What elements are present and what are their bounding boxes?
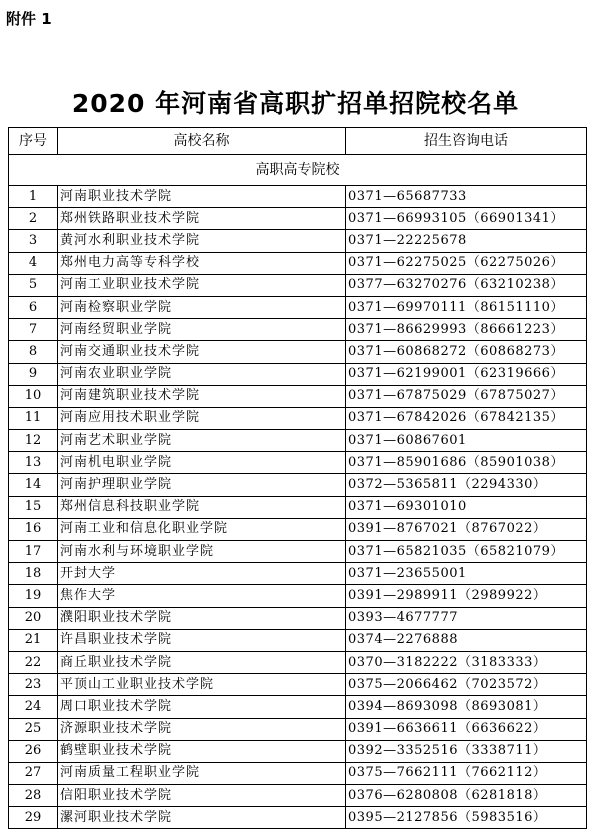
contact-phone: 0395—2127856（5983516） [346, 807, 587, 829]
school-name: 鹤壁职业技术学院 [58, 740, 346, 762]
table-row [9, 740, 587, 762]
contact-phone: 0371—62199001（62319666） [346, 363, 587, 385]
table-row [9, 585, 587, 607]
table-row [9, 186, 587, 208]
table-row [9, 696, 587, 718]
contact-phone: 0393—4677777 [346, 607, 587, 629]
table-row [9, 474, 587, 496]
contact-phone: 0375—7662111（7662112） [346, 762, 587, 784]
row-index: 19 [9, 585, 58, 607]
contact-phone: 0375—2066462（7023572） [346, 674, 587, 696]
school-name: 河南建筑职业技术学院 [58, 385, 346, 407]
attachment-label: 附件 1 [6, 10, 52, 28]
school-name: 濮阳职业技术学院 [58, 607, 346, 629]
school-name: 周口职业技术学院 [58, 696, 346, 718]
row-index: 3 [9, 230, 58, 252]
contact-phone: 0370—3182222（3183333） [346, 651, 587, 673]
table-row [9, 718, 587, 740]
contact-phone: 0391—8767021（8767022） [346, 518, 587, 540]
row-index: 22 [9, 651, 58, 673]
table-row [9, 785, 587, 807]
table-row [9, 341, 587, 363]
table-row [9, 651, 587, 673]
contact-phone: 0377—63270276（63210238） [346, 274, 587, 296]
row-index: 1 [9, 186, 58, 208]
school-name: 河南护理职业学院 [58, 474, 346, 496]
school-name: 济源职业技术学院 [58, 718, 346, 740]
school-name: 河南检察职业学院 [58, 296, 346, 318]
table-row [9, 363, 587, 385]
school-name: 许昌职业技术学院 [58, 629, 346, 651]
row-index: 21 [9, 629, 58, 651]
row-index: 16 [9, 518, 58, 540]
row-index: 17 [9, 541, 58, 563]
row-index: 26 [9, 740, 58, 762]
contact-phone: 0371—62275025（62275026） [346, 252, 587, 274]
table-row [9, 407, 587, 429]
contact-phone: 0374—2276888 [346, 629, 587, 651]
table-row [9, 430, 587, 452]
school-name: 河南经贸职业学院 [58, 319, 346, 341]
table-row [9, 674, 587, 696]
row-index: 24 [9, 696, 58, 718]
table-row [9, 541, 587, 563]
row-index: 27 [9, 762, 58, 784]
contact-phone: 0372—5365811（2294330） [346, 474, 587, 496]
contact-phone: 0371—23655001 [346, 563, 587, 585]
table-row [9, 385, 587, 407]
school-name: 信阳职业技术学院 [58, 785, 346, 807]
row-index: 4 [9, 252, 58, 274]
contact-phone: 0391—6636611（6636622） [346, 718, 587, 740]
row-index: 7 [9, 319, 58, 341]
table-row [9, 496, 587, 518]
row-index: 23 [9, 674, 58, 696]
document-title: 2020 年河南省高职扩招单招院校名单 [71, 89, 520, 118]
table-row [9, 563, 587, 585]
table-row [9, 762, 587, 784]
row-index: 5 [9, 274, 58, 296]
header-school-name: 高校名称 [58, 128, 346, 155]
school-name: 河南质量工程职业学院 [58, 762, 346, 784]
row-index: 11 [9, 407, 58, 429]
school-name: 河南机电职业学院 [58, 452, 346, 474]
school-name: 河南工业职业技术学院 [58, 274, 346, 296]
header-index: 序号 [9, 128, 58, 155]
school-name: 郑州信息科技职业学院 [58, 496, 346, 518]
row-index: 25 [9, 718, 58, 740]
row-index: 14 [9, 474, 58, 496]
section-row [9, 155, 587, 186]
table-row [9, 296, 587, 318]
section-title: 高职高专院校 [9, 155, 587, 186]
contact-phone: 0371—66993105（66901341） [346, 208, 587, 230]
contact-phone: 0392—3352516（3338711） [346, 740, 587, 762]
school-name: 河南工业和信息化职业学院 [58, 518, 346, 540]
table-row [9, 452, 587, 474]
table-row [9, 319, 587, 341]
school-name: 河南水利与环境职业学院 [58, 541, 346, 563]
table-row [9, 607, 587, 629]
contact-phone: 0371—69301010 [346, 496, 587, 518]
row-index: 6 [9, 296, 58, 318]
school-name: 黄河水利职业技术学院 [58, 230, 346, 252]
contact-phone: 0371—67842026（67842135） [346, 407, 587, 429]
school-name: 河南交通职业技术学院 [58, 341, 346, 363]
table-row [9, 518, 587, 540]
school-name: 漯河职业技术学院 [58, 807, 346, 829]
table-row [9, 230, 587, 252]
table-row [9, 208, 587, 230]
row-index: 13 [9, 452, 58, 474]
row-index: 28 [9, 785, 58, 807]
table-row [9, 252, 587, 274]
row-index: 29 [9, 807, 58, 829]
school-name: 河南农业职业学院 [58, 363, 346, 385]
school-name: 郑州铁路职业技术学院 [58, 208, 346, 230]
contact-phone: 0371—22225678 [346, 230, 587, 252]
row-index: 9 [9, 363, 58, 385]
contact-phone: 0371—69970111（86151110） [346, 296, 587, 318]
school-name: 河南职业技术学院 [58, 186, 346, 208]
row-index: 20 [9, 607, 58, 629]
contact-phone: 0371—85901686（85901038） [346, 452, 587, 474]
contact-phone: 0371—60868272（60868273） [346, 341, 587, 363]
row-index: 15 [9, 496, 58, 518]
school-name: 商丘职业技术学院 [58, 651, 346, 673]
school-name: 河南艺术职业学院 [58, 430, 346, 452]
contact-phone: 0391—2989911（2989922） [346, 585, 587, 607]
contact-phone: 0394—8693098（8693081） [346, 696, 587, 718]
row-index: 2 [9, 208, 58, 230]
row-index: 18 [9, 563, 58, 585]
contact-phone: 0371—65687733 [346, 186, 587, 208]
school-name: 河南应用技术职业学院 [58, 407, 346, 429]
row-index: 10 [9, 385, 58, 407]
table-row [9, 629, 587, 651]
table-header-row [9, 128, 587, 155]
school-name: 开封大学 [58, 563, 346, 585]
contact-phone: 0371—67875029（67875027） [346, 385, 587, 407]
table-row [9, 807, 587, 829]
contact-phone: 0371—65821035（65821079） [346, 541, 587, 563]
row-index: 8 [9, 341, 58, 363]
contact-phone: 0371—86629993（86661223） [346, 319, 587, 341]
header-phone: 招生咨询电话 [346, 128, 587, 155]
school-name: 平顶山工业职业技术学院 [58, 674, 346, 696]
row-index: 12 [9, 430, 58, 452]
table-row [9, 274, 587, 296]
contact-phone: 0376—6280808（6281818） [346, 785, 587, 807]
school-name: 郑州电力高等专科学校 [58, 252, 346, 274]
school-name: 焦作大学 [58, 585, 346, 607]
contact-phone: 0371—60867601 [346, 430, 587, 452]
school-table [8, 127, 587, 829]
